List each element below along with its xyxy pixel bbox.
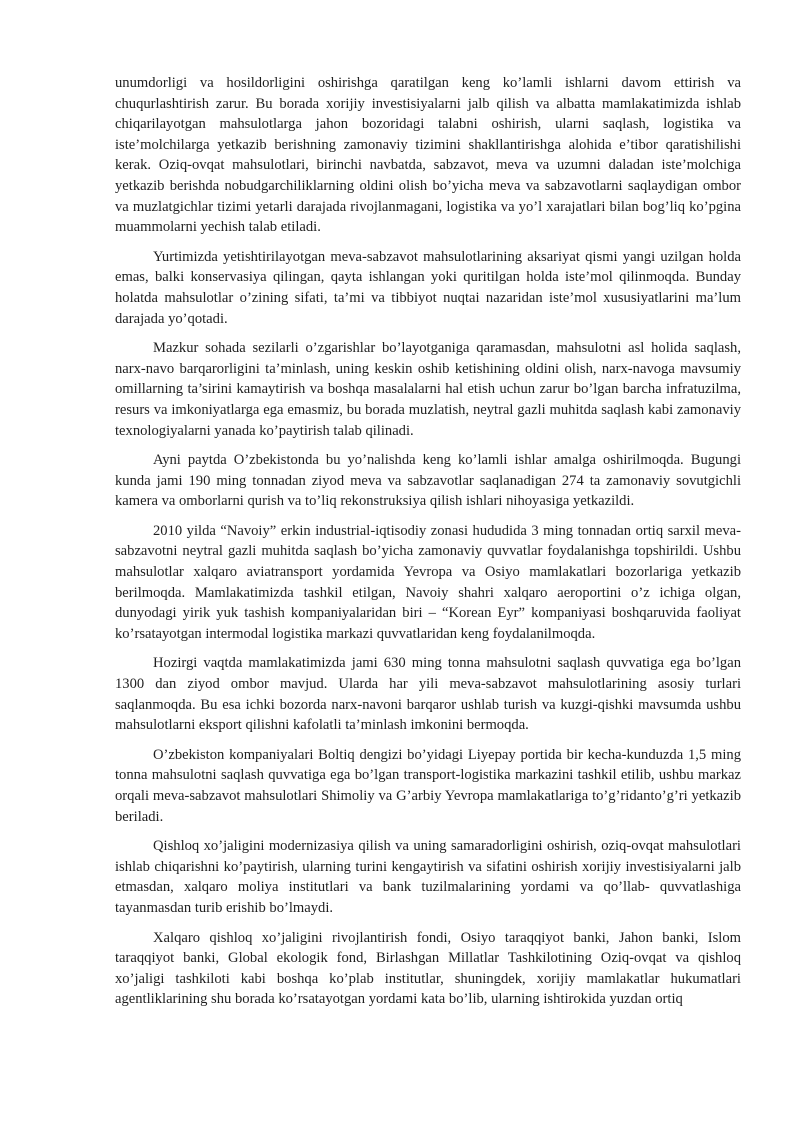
paragraph-infrastructure: Mazkur sohada sezilarli o’zgarishlar bo’layotganiga qaramasdan, mahsulotni asl holida saqlash, narx-navo barqarorligini ta’minlash, uning keskin oshib ketishining oldini olish, narx-navoga mavsumiy omillarning ta’sirini kamaytirish va boshqa masalalarni hal etish uchun zarur bo’lgan barcha infratuzilma, resurs va imkoniyatlarga ega emasmiz, bu borada muzlatish, neytral gazli muhitda saqlash kabi zamonaviy texnologiyalarni yanada ko’paytirish talab qilinadi. (115, 340, 741, 439)
paragraph-international-institutions: Xalqaro qishloq xo’jaligini rivojlantirish fondi, Osiyo taraqqiyot banki, Jahon banki, Islom taraqqiyot banki, Global ekologik fond, Birlashgan Millatlar Tashkilotining Oziq-ovqat va qishloq xo’jaligi tashkiloti kabi boshqa ko’plab institutlar, shuningdek, xorijiy mamlakatlar hukumatlari agentliklarining shu borada ko’rsatayotgan yordami kata bo’lib, ularning ishtirokida yuzdan ortiq (115, 929, 741, 1008)
paragraph-liepaja-port: O’zbekiston kompaniyalari Boltiq dengizi bo’yidagi Liyepay portida bir kecha-kunduzda 1,5 ming tonna mahsulotni saqlash quvvatiga ega bo’lgan transport-logistika markazini tashkil etilib, ushbu markaz orqali meva-sabzavot mahsulotlari Shimoliy va G’arbiy Yevropa mamlakatlariga to’g’ridanto’g’ri yetkazib beriladi. (115, 746, 741, 825)
paragraph-processed-products: Yurtimizda yetishtirilayotgan meva-sabzavot mahsulotlarining aksariyat qismi yangi uzilgan holda emas, balki konservasiya qilingan, qayta ishlangan yoki quritilgan holda iste’mol qilinmoqda. Bunday holatda mahsulotlar o’zining sifati, ta’mi va tibbiyot nuqtai nazaridan iste’mol xususiyatlarini ma’lum darajada yo’qotadi. (115, 248, 741, 327)
paragraph-warehouses: Hozirgi vaqtda mamlakatimizda jami 630 ming tonna mahsulotni saqlash quvvatiga ega bo’lgan 1300 dan ziyod ombor mavjud. Ularda har yili meva-sabzavot mahsulotlarining asosiy turlari saqlanmoqda. Bu esa ichki bozorda narx-navoni barqaror ushlab turish va kuzgi-qishki mavsumda ushbu mahsulotlarni eksport qilishni kafolatli ta’minlash imkonini bermoqda. (115, 655, 741, 734)
paragraph-modernization: Qishloq xo’jaligini modernizasiya qilish va uning samaradorligini oshirish, oziq-ovqat mahsulotlari ishlab chiqarishni ko’paytirish, ularning turini kengaytirish va sifatini oshirish xorijiy investisiyalarni jalb etmasdan, xalqaro moliya institutlari va bank tuzilmalarining yordami va qo’llab- quvvatlashiga tayanmasdan turib erishib bo’lmaydi. (115, 838, 741, 916)
paragraph-storage-capacity: Ayni paytda O’zbekistonda bu yo’nalishda keng ko’lamli ishlar amalga oshirilmoqda. Bugungi kunda jami 190 ming tonnadan ziyod meva va sabzavotlar saqlanadigan 274 ta zamonaviy sovutgichli kamera va omborlarni qurish va to’liq rekonstruksiya qilish ishlari nihoyasiga yetkazildi. (115, 452, 741, 510)
paragraph-navoiy-zone: 2010 yilda “Navoiy” erkin industrial-iqtisodiy zonasi hududida 3 ming tonnadan ortiq sarxil meva-sabzavotni neytral gazli muhitda saqlash bo’yicha zamonaviy quvvatlar foydalanishga topshirildi. Ushbu mahsulotlar xalqaro aviatransport yordamida Yevropa va Osiyo mamlakatlari bozorlariga yetkazib berilmoqda. Mamlakatimizda tashkil etilgan, Navoiy shahri xalqaro aeroportini o’z ichiga olgan, dunyodagi yirik yuk tashish kompaniyalaridan biri – “Korean Eyr” kompaniyasi boshqaruvida faoliyat ko’rsatayotgan intermodal logistika markazi quvvatlaridan keng foydalanilmoqda. (115, 522, 741, 642)
document-page (115, 73, 741, 1019)
paragraph-continuation: unumdorligi va hosildorligini oshirishga qaratilgan keng ko’lamli ishlarni davom ettirish va chuqurlashtirish zarur. Bu borada xorijiy investisiyalarni jalb qilish va albatta mamlakatimizda ishlab chiqarilayotgan mahsulotlarga jahon bozoridagi talabni oshirish, ularni saqlash, logistika va iste’molchilarga yetkazib berishning zamonaviy tizimini shakllantirishga alohida e’tibor qaratishilishi kerak. Oziq-ovqat mahsulotlari, birinchi navbatda, sabzavot, meva va uzumni daladan iste’molchiga yetkazib berishda nobudgarchiliklarning oldini olish bo’yicha meva va sabzavotlarni saqlaydigan ombor va muzlatgichlar tizimi yetarli darajada rivojlanmagani, logistika va yo’l xarajatlari bilan bog’liq ko’pgina muammolarni yechish talab etiladi. (115, 75, 741, 236)
